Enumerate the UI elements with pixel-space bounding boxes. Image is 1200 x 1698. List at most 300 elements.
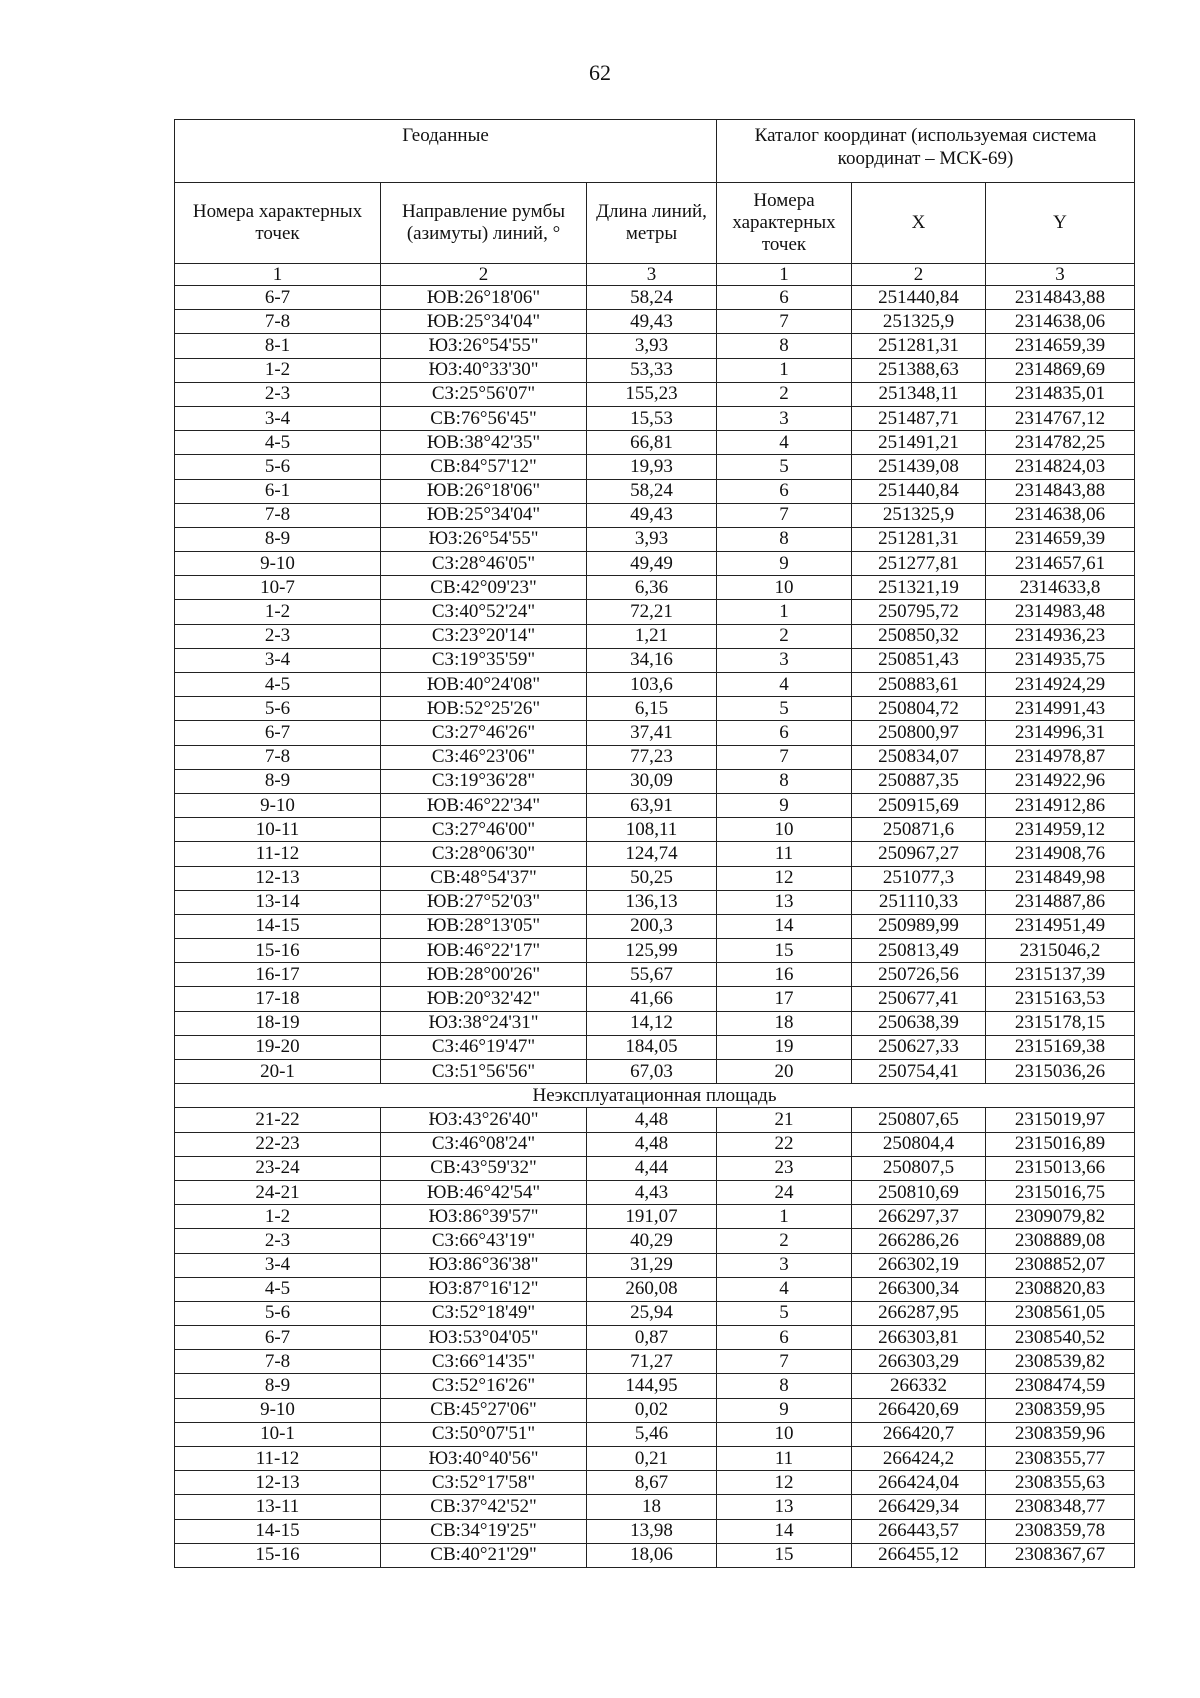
coordinate-catalog-header: Каталог координат (используемая система координат – МСК-69) — [717, 120, 1135, 183]
cell-length: 49,43 — [587, 310, 717, 334]
cell-length: 71,27 — [587, 1350, 717, 1374]
cell-points: 7-8 — [175, 1350, 381, 1374]
cell-x: 266286,26 — [852, 1229, 986, 1253]
cell-length: 144,95 — [587, 1374, 717, 1398]
cell-direction: СЗ:25°56'07" — [381, 382, 587, 406]
cell-y: 2314996,31 — [986, 721, 1135, 745]
cell-x: 251325,9 — [852, 310, 986, 334]
cell-y: 2308889,08 — [986, 1229, 1135, 1253]
cell-y: 2315046,2 — [986, 939, 1135, 963]
cell-direction: ЮЗ:86°39'57" — [381, 1205, 587, 1229]
cell-y: 2314935,75 — [986, 648, 1135, 672]
cell-y: 2315016,75 — [986, 1180, 1135, 1204]
cell-catalog-point: 16 — [717, 963, 852, 987]
cell-x: 250810,69 — [852, 1180, 986, 1204]
cell-x: 251281,31 — [852, 527, 986, 551]
cell-y: 2308359,78 — [986, 1519, 1135, 1543]
cell-length: 37,41 — [587, 721, 717, 745]
cell-length: 41,66 — [587, 987, 717, 1011]
cell-x: 250800,97 — [852, 721, 986, 745]
cell-catalog-point: 23 — [717, 1156, 852, 1180]
cell-points: 1-2 — [175, 1205, 381, 1229]
cell-length: 3,93 — [587, 334, 717, 358]
cell-y: 2314936,23 — [986, 624, 1135, 648]
cell-x: 250638,39 — [852, 1011, 986, 1035]
cell-catalog-point: 1 — [717, 358, 852, 382]
cell-catalog-point: 21 — [717, 1108, 852, 1132]
cell-points: 4-5 — [175, 431, 381, 455]
table-body — [175, 286, 1135, 1568]
cell-catalog-point: 20 — [717, 1060, 852, 1084]
table-row — [175, 1035, 1135, 1059]
cell-points: 12-13 — [175, 866, 381, 890]
cell-points: 3-4 — [175, 1253, 381, 1277]
cell-length: 191,07 — [587, 1205, 717, 1229]
cell-points: 19-20 — [175, 1035, 381, 1059]
cell-y: 2314638,06 — [986, 310, 1135, 334]
geodata-header: Геоданные — [175, 120, 717, 183]
table-row — [175, 552, 1135, 576]
cell-y: 2314835,01 — [986, 382, 1135, 406]
table-row — [175, 697, 1135, 721]
cell-x: 251440,84 — [852, 479, 986, 503]
cell-length: 103,6 — [587, 673, 717, 697]
cell-x: 250989,99 — [852, 914, 986, 938]
cell-points: 8-1 — [175, 334, 381, 358]
cell-x: 266429,34 — [852, 1495, 986, 1519]
cell-catalog-point: 6 — [717, 479, 852, 503]
cell-length: 25,94 — [587, 1301, 717, 1325]
cell-length: 108,11 — [587, 818, 717, 842]
cell-points: 9-10 — [175, 552, 381, 576]
cell-x: 266303,29 — [852, 1350, 986, 1374]
cell-x: 251491,21 — [852, 431, 986, 455]
cell-points: 14-15 — [175, 914, 381, 938]
cell-catalog-point: 22 — [717, 1132, 852, 1156]
cell-x: 266420,69 — [852, 1398, 986, 1422]
cell-y: 2308355,77 — [986, 1447, 1135, 1471]
cell-direction: ЮВ:52°25'26" — [381, 697, 587, 721]
cell-points: 23-24 — [175, 1156, 381, 1180]
cell-y: 2308355,63 — [986, 1471, 1135, 1495]
table-row — [175, 818, 1135, 842]
cell-y: 2308540,52 — [986, 1326, 1135, 1350]
page-number: 62 — [589, 60, 611, 85]
cell-points: 7-8 — [175, 745, 381, 769]
cell-y: 2308820,83 — [986, 1277, 1135, 1301]
cell-direction: СЗ:28°06'30" — [381, 842, 587, 866]
table-row — [175, 769, 1135, 793]
cell-length: 15,53 — [587, 406, 717, 430]
cell-length: 77,23 — [587, 745, 717, 769]
cell-y: 2314638,06 — [986, 503, 1135, 527]
cell-length: 72,21 — [587, 600, 717, 624]
cell-points: 7-8 — [175, 503, 381, 527]
table-row — [175, 334, 1135, 358]
cell-points: 14-15 — [175, 1519, 381, 1543]
cell-direction: ЮЗ:40°33'30" — [381, 358, 587, 382]
cell-y: 2308367,67 — [986, 1543, 1135, 1567]
cell-points: 6-7 — [175, 286, 381, 310]
cell-length: 3,93 — [587, 527, 717, 551]
cell-direction: СЗ:52°18'49" — [381, 1301, 587, 1325]
table-row — [175, 1229, 1135, 1253]
cell-x: 266287,95 — [852, 1301, 986, 1325]
cell-catalog-point: 2 — [717, 624, 852, 648]
cell-points: 3-4 — [175, 406, 381, 430]
cell-x: 250850,32 — [852, 624, 986, 648]
cell-y: 2314908,76 — [986, 842, 1135, 866]
cell-points: 8-9 — [175, 1374, 381, 1398]
cell-x: 250871,6 — [852, 818, 986, 842]
table-row — [175, 431, 1135, 455]
table-row — [175, 1374, 1135, 1398]
cell-x: 266420,7 — [852, 1422, 986, 1446]
cell-length: 14,12 — [587, 1011, 717, 1035]
cell-x: 250834,07 — [852, 745, 986, 769]
cell-points: 9-10 — [175, 793, 381, 817]
cell-x: 266300,34 — [852, 1277, 986, 1301]
cell-points: 11-12 — [175, 842, 381, 866]
cell-direction: СВ:76°56'45" — [381, 406, 587, 430]
cell-x: 266332 — [852, 1374, 986, 1398]
cell-x: 266424,04 — [852, 1471, 986, 1495]
table-row — [175, 1471, 1135, 1495]
cell-x: 251440,84 — [852, 286, 986, 310]
table-row — [175, 1060, 1135, 1084]
cell-catalog-point: 5 — [717, 1301, 852, 1325]
cell-catalog-point: 9 — [717, 793, 852, 817]
table-row — [175, 1519, 1135, 1543]
cell-x: 266424,2 — [852, 1447, 986, 1471]
cell-y: 2315013,66 — [986, 1156, 1135, 1180]
cell-direction: ЮЗ:86°36'38" — [381, 1253, 587, 1277]
cell-y: 2315169,38 — [986, 1035, 1135, 1059]
cell-x: 250627,33 — [852, 1035, 986, 1059]
cell-direction: ЮВ:28°00'26" — [381, 963, 587, 987]
cell-length: 13,98 — [587, 1519, 717, 1543]
cell-catalog-point: 1 — [717, 1205, 852, 1229]
table-row — [175, 1156, 1135, 1180]
table-row — [175, 1422, 1135, 1446]
cell-direction: СЗ:23°20'14" — [381, 624, 587, 648]
cell-catalog-point: 8 — [717, 769, 852, 793]
cell-catalog-point: 6 — [717, 1326, 852, 1350]
cell-direction: СЗ:19°35'59" — [381, 648, 587, 672]
cell-points: 13-11 — [175, 1495, 381, 1519]
cell-direction: ЮЗ:40°40'56" — [381, 1447, 587, 1471]
cell-catalog-point: 9 — [717, 1398, 852, 1422]
cell-direction: ЮВ:25°34'04" — [381, 310, 587, 334]
cell-x: 250807,5 — [852, 1156, 986, 1180]
cell-length: 58,24 — [587, 286, 717, 310]
table-row — [175, 479, 1135, 503]
cell-points: 6-1 — [175, 479, 381, 503]
cell-catalog-point: 5 — [717, 697, 852, 721]
cell-catalog-point: 4 — [717, 673, 852, 697]
cell-points: 1-2 — [175, 358, 381, 382]
table-row — [175, 358, 1135, 382]
table-row — [175, 648, 1135, 672]
cell-points: 10-7 — [175, 576, 381, 600]
cell-length: 125,99 — [587, 939, 717, 963]
cell-x: 250887,35 — [852, 769, 986, 793]
column-number: 3 — [587, 264, 717, 286]
table-row — [175, 1495, 1135, 1519]
table-row — [175, 1108, 1135, 1132]
cell-y: 2314849,98 — [986, 866, 1135, 890]
cell-length: 67,03 — [587, 1060, 717, 1084]
cell-y: 2314922,96 — [986, 769, 1135, 793]
cell-catalog-point: 6 — [717, 286, 852, 310]
cell-direction: ЮВ:25°34'04" — [381, 503, 587, 527]
cell-points: 5-6 — [175, 697, 381, 721]
cell-y: 2314824,03 — [986, 455, 1135, 479]
cell-direction: СВ:42°09'23" — [381, 576, 587, 600]
cell-x: 250795,72 — [852, 600, 986, 624]
cell-catalog-point: 10 — [717, 1422, 852, 1446]
cell-y: 2314843,88 — [986, 286, 1135, 310]
cell-x: 250915,69 — [852, 793, 986, 817]
table-row — [175, 721, 1135, 745]
cell-length: 58,24 — [587, 479, 717, 503]
cell-direction: СЗ:27°46'26" — [381, 721, 587, 745]
cell-catalog-point: 3 — [717, 1253, 852, 1277]
cell-points: 21-22 — [175, 1108, 381, 1132]
cell-x: 251439,08 — [852, 455, 986, 479]
cell-y: 2314659,39 — [986, 334, 1135, 358]
cell-points: 9-10 — [175, 1398, 381, 1422]
cell-points: 13-14 — [175, 890, 381, 914]
cell-points: 8-9 — [175, 769, 381, 793]
cell-points: 5-6 — [175, 455, 381, 479]
cell-x: 251487,71 — [852, 406, 986, 430]
cell-length: 200,3 — [587, 914, 717, 938]
cell-direction: ЮЗ:26°54'55" — [381, 527, 587, 551]
cell-catalog-point: 11 — [717, 842, 852, 866]
cell-catalog-point: 12 — [717, 866, 852, 890]
cell-x: 251388,63 — [852, 358, 986, 382]
table-row — [175, 1277, 1135, 1301]
cell-length: 19,93 — [587, 455, 717, 479]
table-row — [175, 1180, 1135, 1204]
cell-catalog-point: 3 — [717, 406, 852, 430]
cell-length: 49,43 — [587, 503, 717, 527]
table-row — [175, 600, 1135, 624]
cell-catalog-point: 4 — [717, 431, 852, 455]
cell-direction: СЗ:46°23'06" — [381, 745, 587, 769]
column-header-y: Y — [986, 183, 1135, 264]
cell-length: 155,23 — [587, 382, 717, 406]
cell-y: 2315036,26 — [986, 1060, 1135, 1084]
cell-x: 251077,3 — [852, 866, 986, 890]
table-row — [175, 866, 1135, 890]
cell-length: 124,74 — [587, 842, 717, 866]
cell-points: 4-5 — [175, 1277, 381, 1301]
table-row — [175, 939, 1135, 963]
cell-y: 2308539,82 — [986, 1350, 1135, 1374]
cell-catalog-point: 7 — [717, 310, 852, 334]
cell-direction: ЮВ:26°18'06" — [381, 286, 587, 310]
table-row — [175, 987, 1135, 1011]
cell-catalog-point: 9 — [717, 552, 852, 576]
table-row — [175, 1350, 1135, 1374]
cell-x: 266455,12 — [852, 1543, 986, 1567]
cell-points: 6-7 — [175, 1326, 381, 1350]
cell-direction: ЮЗ:53°04'05" — [381, 1326, 587, 1350]
cell-catalog-point: 8 — [717, 334, 852, 358]
cell-direction: СЗ:27°46'00" — [381, 818, 587, 842]
cell-x: 250813,49 — [852, 939, 986, 963]
cell-length: 49,49 — [587, 552, 717, 576]
cell-points: 11-12 — [175, 1447, 381, 1471]
cell-catalog-point: 13 — [717, 890, 852, 914]
cell-x: 266443,57 — [852, 1519, 986, 1543]
cell-catalog-point: 3 — [717, 648, 852, 672]
cell-x: 266297,37 — [852, 1205, 986, 1229]
cell-catalog-point: 10 — [717, 576, 852, 600]
cell-x: 250726,56 — [852, 963, 986, 987]
cell-y: 2315019,97 — [986, 1108, 1135, 1132]
cell-catalog-point: 17 — [717, 987, 852, 1011]
cell-y: 2314959,12 — [986, 818, 1135, 842]
cell-y: 2308359,96 — [986, 1422, 1135, 1446]
cell-direction: ЮВ:46°42'54" — [381, 1180, 587, 1204]
cell-catalog-point: 10 — [717, 818, 852, 842]
cell-direction: СЗ:52°16'26" — [381, 1374, 587, 1398]
cell-x: 250804,4 — [852, 1132, 986, 1156]
cell-direction: СЗ:28°46'05" — [381, 552, 587, 576]
cell-points: 2-3 — [175, 624, 381, 648]
cell-points: 6-7 — [175, 721, 381, 745]
cell-y: 2314951,49 — [986, 914, 1135, 938]
cell-points: 22-23 — [175, 1132, 381, 1156]
cell-direction: ЮВ:28°13'05" — [381, 914, 587, 938]
cell-direction: СВ:48°54'37" — [381, 866, 587, 890]
cell-x: 250677,41 — [852, 987, 986, 1011]
column-header-points: Номера характерных точек — [175, 183, 381, 264]
cell-points: 10-11 — [175, 818, 381, 842]
cell-length: 184,05 — [587, 1035, 717, 1059]
cell-catalog-point: 5 — [717, 455, 852, 479]
cell-length: 5,46 — [587, 1422, 717, 1446]
cell-points: 2-3 — [175, 382, 381, 406]
cell-catalog-point: 12 — [717, 1471, 852, 1495]
cell-x: 266303,81 — [852, 1326, 986, 1350]
cell-length: 55,67 — [587, 963, 717, 987]
cell-catalog-point: 1 — [717, 600, 852, 624]
cell-catalog-point: 2 — [717, 382, 852, 406]
cell-direction: СВ:37°42'52" — [381, 1495, 587, 1519]
cell-y: 2314991,43 — [986, 697, 1135, 721]
table-row — [175, 793, 1135, 817]
cell-points: 10-1 — [175, 1422, 381, 1446]
cell-length: 0,02 — [587, 1398, 717, 1422]
cell-x: 251281,31 — [852, 334, 986, 358]
cell-catalog-point: 7 — [717, 503, 852, 527]
cell-x: 251277,81 — [852, 552, 986, 576]
column-header-x: X — [852, 183, 986, 264]
cell-y: 2315178,15 — [986, 1011, 1135, 1035]
cell-catalog-point: 11 — [717, 1447, 852, 1471]
column-number: 2 — [852, 264, 986, 286]
cell-direction: СЗ:46°08'24" — [381, 1132, 587, 1156]
cell-catalog-point: 14 — [717, 914, 852, 938]
cell-y: 2308359,95 — [986, 1398, 1135, 1422]
cell-direction: ЮВ:20°32'42" — [381, 987, 587, 1011]
table-row — [175, 1301, 1135, 1325]
cell-length: 1,21 — [587, 624, 717, 648]
cell-length: 53,33 — [587, 358, 717, 382]
cell-y: 2314782,25 — [986, 431, 1135, 455]
cell-length: 50,25 — [587, 866, 717, 890]
cell-length: 136,13 — [587, 890, 717, 914]
table-row — [175, 842, 1135, 866]
cell-y: 2314983,48 — [986, 600, 1135, 624]
cell-y: 2308348,77 — [986, 1495, 1135, 1519]
table-row — [175, 310, 1135, 334]
cell-points: 8-9 — [175, 527, 381, 551]
cell-direction: СЗ:66°43'19" — [381, 1229, 587, 1253]
cell-length: 0,87 — [587, 1326, 717, 1350]
table-row — [175, 624, 1135, 648]
cell-direction: СЗ:40°52'24" — [381, 600, 587, 624]
cell-y: 2314843,88 — [986, 479, 1135, 503]
cell-length: 31,29 — [587, 1253, 717, 1277]
column-header-direction: Направление румбы (азимуты) линий, ° — [381, 183, 587, 264]
cell-direction: ЮВ:40°24'08" — [381, 673, 587, 697]
table-row — [175, 1011, 1135, 1035]
cell-x: 250967,27 — [852, 842, 986, 866]
cell-catalog-point: 7 — [717, 1350, 852, 1374]
cell-catalog-point: 19 — [717, 1035, 852, 1059]
cell-catalog-point: 24 — [717, 1180, 852, 1204]
cell-length: 18 — [587, 1495, 717, 1519]
cell-length: 4,43 — [587, 1180, 717, 1204]
table-row — [175, 673, 1135, 697]
cell-length: 34,16 — [587, 648, 717, 672]
cell-y: 2315137,39 — [986, 963, 1135, 987]
table-row — [175, 503, 1135, 527]
cell-y: 2314869,69 — [986, 358, 1135, 382]
table-row — [175, 914, 1135, 938]
cell-direction: СЗ:50°07'51" — [381, 1422, 587, 1446]
column-number: 2 — [381, 264, 587, 286]
cell-direction: СЗ:51°56'56" — [381, 1060, 587, 1084]
cell-y: 2308474,59 — [986, 1374, 1135, 1398]
cell-points: 7-8 — [175, 310, 381, 334]
cell-y: 2314887,86 — [986, 890, 1135, 914]
cell-x: 251348,11 — [852, 382, 986, 406]
table-row — [175, 286, 1135, 310]
cell-y: 2314924,29 — [986, 673, 1135, 697]
table-row — [175, 382, 1135, 406]
cell-y: 2309079,82 — [986, 1205, 1135, 1229]
cell-points: 15-16 — [175, 939, 381, 963]
cell-catalog-point: 15 — [717, 1543, 852, 1567]
cell-points: 15-16 — [175, 1543, 381, 1567]
cell-direction: СВ:45°27'06" — [381, 1398, 587, 1422]
table-row — [175, 1543, 1135, 1567]
cell-direction: СВ:34°19'25" — [381, 1519, 587, 1543]
cell-y: 2315163,53 — [986, 987, 1135, 1011]
table-row — [175, 406, 1135, 430]
table-row — [175, 1447, 1135, 1471]
cell-direction: СЗ:66°14'35" — [381, 1350, 587, 1374]
column-header-catalog-points: Номера характерных точек — [717, 183, 852, 264]
column-number: 1 — [717, 264, 852, 286]
cell-x: 251325,9 — [852, 503, 986, 527]
